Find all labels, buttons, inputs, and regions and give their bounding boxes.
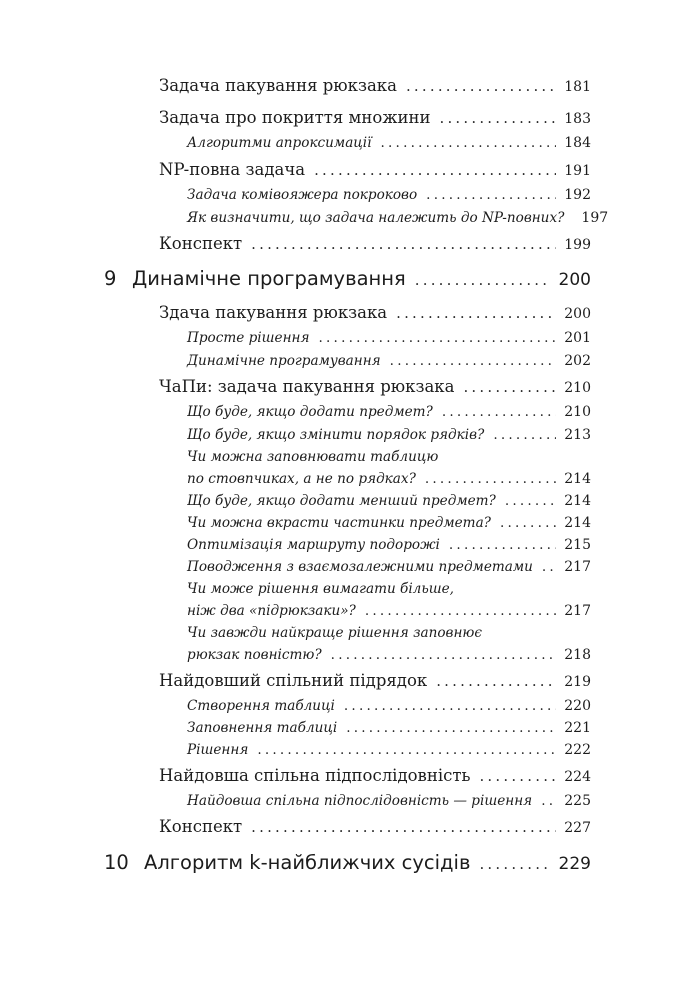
toc-dot-leader xyxy=(396,304,556,322)
toc-subsection xyxy=(187,537,591,553)
toc-entry-title: Динамічне програмування xyxy=(132,267,406,290)
toc-dot-leader xyxy=(505,493,556,509)
toc-entry-title: Алгоритм k-найближчих сусідів xyxy=(144,851,471,874)
toc-page-number: 214 xyxy=(564,493,591,509)
toc-page-number: 220 xyxy=(564,698,591,714)
toc-entry-title: Найдовший спільний підрядок xyxy=(159,671,428,690)
toc-entry-title: Рішення xyxy=(187,742,249,758)
toc-page-number: 219 xyxy=(564,674,591,690)
toc-entry-title: Поводження з взаємозалежними предметами xyxy=(187,559,533,575)
toc-entry-title: Динамічне програмування xyxy=(187,353,381,369)
toc-subsection xyxy=(187,471,591,487)
toc-dot-leader xyxy=(381,135,557,151)
toc-entry-title: Найдовша спільна підпослідовність — рішення xyxy=(187,793,533,809)
toc-entry-title: Конспект xyxy=(159,234,243,253)
toc-dot-leader xyxy=(449,537,556,553)
toc-page-number: 218 xyxy=(564,647,591,663)
toc-subsection xyxy=(187,647,591,663)
toc-section xyxy=(159,108,591,127)
toc-subsection-wrapped-line: Чи можна заповнювати таблицю xyxy=(187,449,439,465)
toc-dot-leader xyxy=(251,235,556,253)
toc-dot-leader xyxy=(346,720,556,736)
toc-entry-title: Що буде, якщо змінити порядок рядків? xyxy=(187,427,485,443)
toc-section xyxy=(159,234,591,253)
toc-entry-title: Що буде, якщо додати предмет? xyxy=(187,404,433,420)
toc-page-number: 200 xyxy=(558,270,591,290)
toc-dot-leader xyxy=(440,109,557,127)
toc-chapter-number: 10 xyxy=(104,851,129,874)
toc-dot-leader xyxy=(425,471,556,487)
toc-subsection xyxy=(187,559,591,575)
toc-chapter-number: 9 xyxy=(104,267,117,290)
toc-dot-leader xyxy=(415,271,551,289)
toc-chapter xyxy=(104,851,591,874)
toc-entry-title: Чи можна вкрасти частинки предмета? xyxy=(187,515,491,531)
toc-dot-leader xyxy=(542,559,556,575)
toc-entry-title: по стовпчиках, а не по рядках? xyxy=(187,471,416,487)
toc-dot-leader xyxy=(500,515,556,531)
toc-page-number: 225 xyxy=(564,793,591,809)
toc-dot-leader xyxy=(365,603,556,619)
toc-section xyxy=(159,817,591,836)
toc-entry-title: Найдовша спільна підпослідовність xyxy=(159,766,471,785)
toc-section xyxy=(159,377,591,396)
toc-entry-title: Створення таблиці xyxy=(187,698,335,714)
toc-page-number: 210 xyxy=(564,380,591,396)
toc-section xyxy=(159,671,591,690)
toc-subsection xyxy=(187,135,591,151)
toc-subsection-wrapped-line: Чи може рішення вимагати більше, xyxy=(187,581,454,597)
toc-dot-leader xyxy=(251,818,556,836)
toc-section xyxy=(159,76,591,95)
toc-page-number: 214 xyxy=(564,471,591,487)
toc-page-number: 200 xyxy=(564,306,591,322)
toc-subsection xyxy=(187,515,591,531)
toc-page-number: 184 xyxy=(564,135,591,151)
toc-subsection-wrapped-line: Чи завжди найкраще рішення заповнює xyxy=(187,625,482,641)
toc-entry-title: Конспект xyxy=(159,817,243,836)
toc-page-number: 217 xyxy=(564,559,591,575)
toc-subsection xyxy=(187,404,591,420)
toc-dot-leader xyxy=(479,767,556,785)
toc-chapter xyxy=(104,267,591,290)
toc-entry-title: ніж два «підрюкзаки»? xyxy=(187,603,356,619)
toc-entry-title: Оптимізація маршруту подорожі xyxy=(187,537,440,553)
toc-page-number: 199 xyxy=(564,237,591,253)
toc-subsection xyxy=(187,330,591,346)
toc-page-number: 217 xyxy=(564,603,591,619)
toc-dot-leader xyxy=(493,427,556,443)
toc-subsection xyxy=(187,742,591,758)
toc-subsection xyxy=(187,720,591,736)
toc-entry-title: рюкзак повністю? xyxy=(187,647,322,663)
toc-dot-leader xyxy=(331,647,557,663)
toc-dot-leader xyxy=(319,330,557,346)
toc-page-number: 210 xyxy=(564,404,591,420)
toc-dot-leader xyxy=(426,187,556,203)
toc-entry-title: Що буде, якщо додати менший предмет? xyxy=(187,493,496,509)
toc-subsection xyxy=(187,603,591,619)
toc-subsection xyxy=(187,698,591,714)
toc-page-number: 229 xyxy=(558,854,591,874)
toc-subsection xyxy=(187,210,609,226)
toc-page-number: 214 xyxy=(564,515,591,531)
toc-section xyxy=(159,303,591,322)
toc-page-number: 192 xyxy=(564,187,591,203)
toc-page-number: 221 xyxy=(564,720,591,736)
toc-dot-leader xyxy=(479,855,550,873)
toc-page-number: 202 xyxy=(564,353,591,369)
toc-subsection xyxy=(187,793,591,809)
toc-dot-leader xyxy=(463,378,556,396)
toc-dot-leader xyxy=(314,161,556,179)
toc-page-number: 191 xyxy=(564,163,591,179)
toc-section xyxy=(159,160,591,179)
toc-page-number: 181 xyxy=(564,79,591,95)
toc-section xyxy=(159,766,591,785)
toc-dot-leader xyxy=(257,742,556,758)
toc-entry-title: NP-повна задача xyxy=(159,160,306,179)
toc-subsection xyxy=(187,353,591,369)
toc-dot-leader xyxy=(406,77,556,95)
toc-entry-title: Просте рішення xyxy=(187,330,310,346)
toc-page-number: 224 xyxy=(564,769,591,785)
toc-dot-leader xyxy=(344,698,556,714)
toc-subsection xyxy=(187,493,591,509)
toc-entry-title: Як визначити, що задача належить до NP-повних? xyxy=(187,210,565,226)
toc-subsection xyxy=(187,187,591,203)
toc-page-number: 201 xyxy=(564,330,591,346)
toc-entry-title: Здача пакування рюкзака xyxy=(159,303,388,322)
toc-entry-title: Задача про покриття множини xyxy=(159,108,431,127)
toc-dot-leader xyxy=(390,353,557,369)
toc-page-number: 222 xyxy=(564,742,591,758)
toc-entry-title: Задача комівояжера покроково xyxy=(187,187,418,203)
toc-entry-title: Алгоритми апроксимації xyxy=(187,135,372,151)
toc-entry-title: ЧаПи: задача пакування рюкзака xyxy=(159,377,455,396)
toc-entry-title: Задача пакування рюкзака xyxy=(159,76,397,95)
toc-page-number: 197 xyxy=(581,210,609,226)
toc-page-number: 215 xyxy=(564,537,591,553)
toc-subsection xyxy=(187,427,591,443)
toc-entry-title: Заповнення таблиці xyxy=(187,720,338,736)
toc-page-number: 213 xyxy=(564,427,591,443)
toc-dot-leader xyxy=(442,404,556,420)
toc-dot-leader xyxy=(541,793,556,809)
toc-page-number: 227 xyxy=(564,820,591,836)
toc-dot-leader xyxy=(436,672,556,690)
toc-page-number: 183 xyxy=(564,111,591,127)
